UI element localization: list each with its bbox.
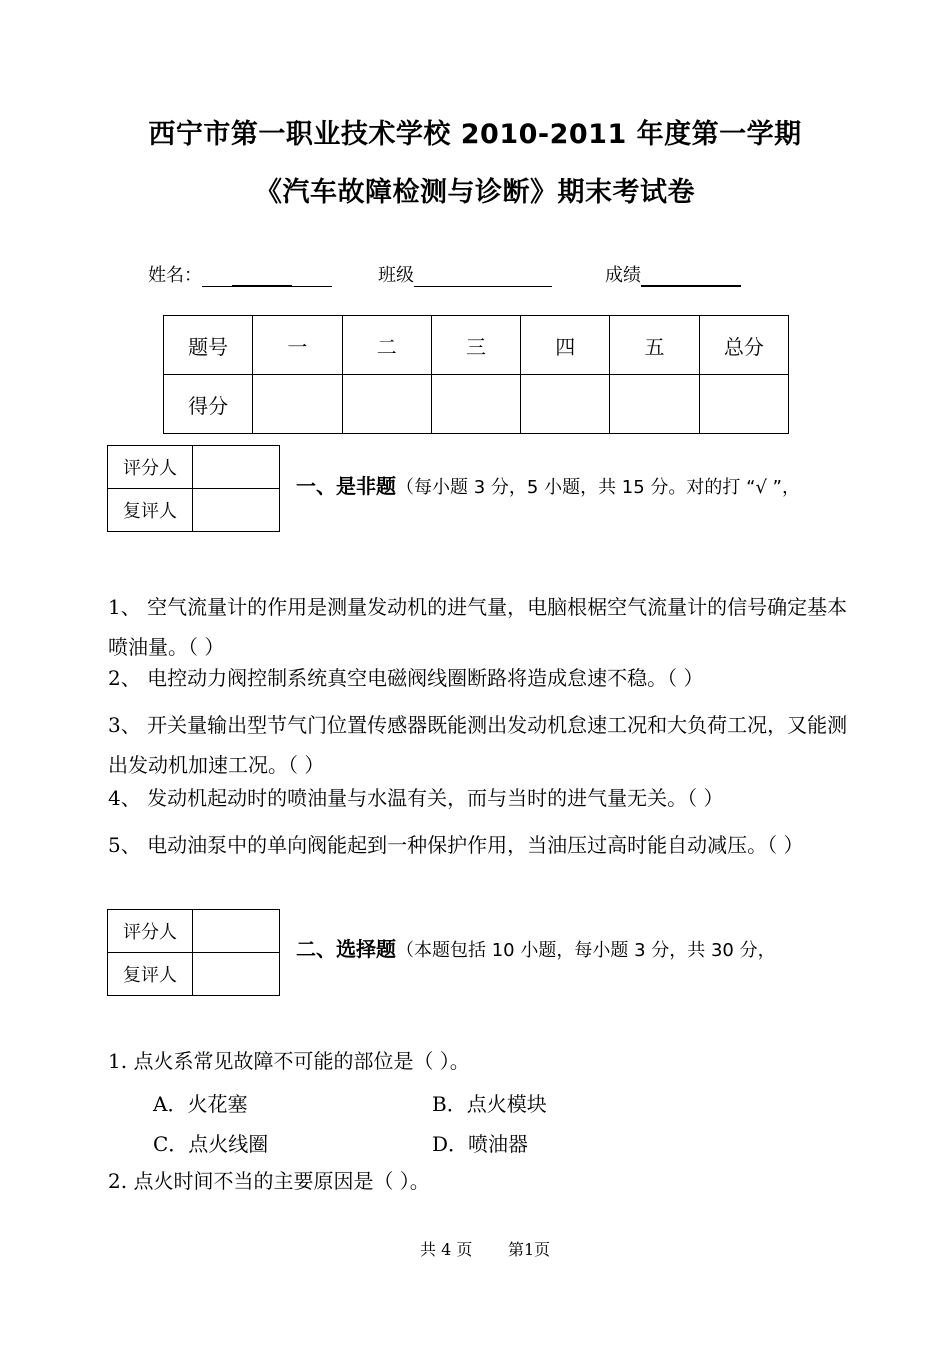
section1-title: 一、是非题 — [296, 474, 396, 498]
question-5 — [108, 825, 853, 865]
class-label: 班级 — [378, 265, 414, 286]
class-blank — [414, 268, 552, 287]
name-blank-post — [292, 268, 332, 287]
grader-box-section1 — [107, 445, 280, 532]
option-c: C．点火线圈 — [153, 1132, 269, 1156]
grader-label: 评分人 — [108, 446, 193, 489]
class-field — [378, 261, 552, 287]
exam-title-line2: 《汽车故障检测与诊断》期末考试卷 — [255, 177, 695, 208]
question-3 — [108, 705, 848, 785]
score-table-header-cell: 三 — [431, 316, 520, 375]
section2-title: 二、选择题 — [296, 937, 396, 961]
score-table-score-row — [164, 375, 789, 434]
question-2: 2、 电控动力阀控制系统真空电磁阀线圈断路将造成怠速不稳。（ ） — [108, 666, 704, 690]
section2-heading — [296, 933, 776, 962]
grader-cell — [193, 446, 280, 489]
name-label: 姓名： — [148, 265, 202, 286]
score-cell — [521, 375, 610, 434]
question-1 — [108, 587, 848, 667]
reviewer-cell — [193, 953, 280, 996]
section1-note: （每小题 3 分，5 小题，共 15 分。对的打 “√ ”， — [396, 477, 800, 498]
grader-label: 评分人 — [108, 910, 193, 953]
score-label: 成绩 — [605, 265, 641, 286]
choice-question-1: 1. 点火系常见故障不可能的部位是（ ）。 — [108, 1049, 470, 1073]
reviewer-label: 复评人 — [108, 489, 193, 532]
section1-heading — [296, 470, 800, 499]
option-d: D．喷油器 — [432, 1132, 529, 1156]
section2-note: （本题包括 10 小题，每小题 3 分，共 30 分， — [396, 940, 776, 961]
score-cell — [610, 375, 699, 434]
question-text: 1、 空气流量计的作用是测量发动机的进气量，电脑根椐空气流量计的信号确定基本喷油量。（ ） — [108, 595, 848, 659]
score-cell — [699, 375, 788, 434]
score-cell — [253, 375, 342, 434]
footer-total-pages: 共 4 页 — [420, 1240, 473, 1259]
question-4: 4、 发动机起动时的喷油量与水温有关，而与当时的进气量无关。（ ） — [108, 786, 724, 810]
score-cell — [342, 375, 431, 434]
score-row-label: 得分 — [164, 375, 253, 434]
name-blank — [232, 267, 292, 287]
score-table-header-cell: 总分 — [699, 316, 788, 375]
name-blank-pre — [202, 268, 232, 287]
choice-question-2: 2. 点火时间不当的主要原因是（ ）。 — [108, 1169, 430, 1193]
score-field — [605, 261, 741, 287]
exam-title-line1: 西宁市第一职业技术学校 2010-2011 年度第一学期 — [148, 119, 802, 150]
name-field — [148, 261, 332, 287]
grader-cell — [193, 910, 280, 953]
score-table — [163, 315, 789, 434]
score-blank — [641, 267, 741, 287]
score-table-header-cell: 题号 — [164, 316, 253, 375]
reviewer-label: 复评人 — [108, 953, 193, 996]
option-b: B．点火模块 — [432, 1092, 547, 1116]
question-text: 5、 电动油泵中的单向阀能起到一种保护作用，当油压过高时能自动减压。（ ） — [108, 833, 804, 857]
question-text: 3、 开关量输出型节气门位置传感器既能测出发动机怠速工况和大负荷工况，又能测出发动机加速工况。（ ） — [108, 713, 848, 777]
grader-box-section2 — [107, 909, 280, 996]
option-a: A．火花塞 — [153, 1092, 248, 1116]
score-table-header-cell: 五 — [610, 316, 699, 375]
reviewer-cell — [193, 489, 280, 532]
score-table-header-cell: 一 — [253, 316, 342, 375]
score-table-header-row — [164, 316, 789, 375]
score-table-header-cell: 二 — [342, 316, 431, 375]
footer-page-number: 第1页 — [508, 1240, 551, 1259]
score-cell — [431, 375, 520, 434]
score-table-header-cell: 四 — [521, 316, 610, 375]
